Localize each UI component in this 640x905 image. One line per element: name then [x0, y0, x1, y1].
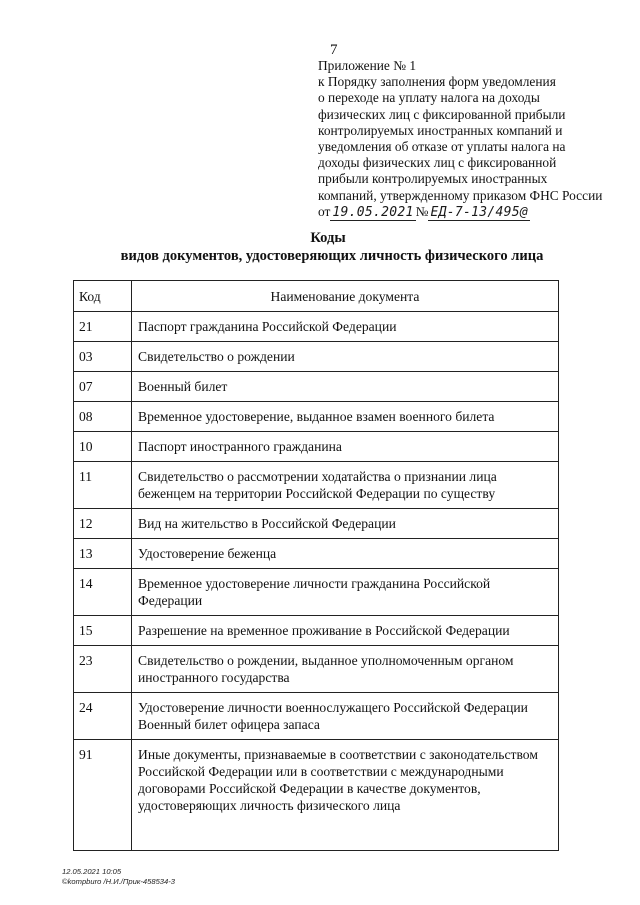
row-code: 21 [74, 312, 132, 342]
row-code: 11 [74, 462, 132, 509]
copyright-icon: © [62, 877, 68, 886]
handwritten-date: 19.05.2021 [332, 204, 414, 220]
print-footer [62, 867, 175, 887]
row-name: Вид на жительство в Российской Федерации [132, 509, 559, 539]
appendix-line: о переходе на уплату налога на доходы [318, 90, 540, 106]
from-label: от [318, 203, 331, 219]
row-name: Свидетельство о рождении, выданное уполномоченным органом иностранного государства [132, 646, 559, 693]
row-name: Военный билет [132, 372, 559, 402]
appendix-line: прибыли контролируемых иностранных [318, 171, 548, 187]
row-name: Временное удостоверение личности гражданина Российской Федерации [132, 569, 559, 616]
appendix-line: уведомления об отказе от уплаты налога на [318, 139, 566, 155]
table-row [74, 509, 559, 539]
table-row [74, 312, 559, 342]
row-code: 91 [74, 740, 132, 851]
print-timestamp: 12.05.2021 10:05 [62, 867, 122, 876]
table-row [74, 740, 559, 851]
table-row [74, 616, 559, 646]
appendix-line: физических лиц с фиксированной прибыли [318, 106, 566, 122]
appendix-line: к Порядку заполнения форм уведомления [318, 74, 556, 90]
row-code: 24 [74, 693, 132, 740]
table-row [74, 432, 559, 462]
table-row [74, 372, 559, 402]
row-name: Иные документы, признаваемые в соответствии с законодательством Российской Федерации или в соответствии с международными договорами Российской Федерации в качестве документов, удостоверяющих личность физического лица [132, 740, 559, 851]
appendix-line: компаний, утвержденному приказом ФНС России [318, 187, 603, 203]
appendix-line: контролируемых иностранных компаний и [318, 122, 563, 138]
table-row [74, 646, 559, 693]
table-row [74, 693, 559, 740]
table-row [74, 569, 559, 616]
row-name: Временное удостоверение, выданное взамен военного билета [132, 402, 559, 432]
table-row [74, 342, 559, 372]
table-row [74, 402, 559, 432]
table-header-row [74, 281, 559, 312]
row-code: 03 [74, 342, 132, 372]
row-name: Свидетельство о рассмотрении ходатайства о признании лица беженцем на территории Российской Федерации по существу [132, 462, 559, 509]
appendix-line: доходы физических лиц с фиксированной [318, 155, 557, 171]
row-name: Разрешение на временное проживание в Российской Федерации [132, 616, 559, 646]
row-code: 23 [74, 646, 132, 693]
order-reference [318, 204, 618, 221]
table-title: Коды [310, 230, 346, 246]
row-code: 07 [74, 372, 132, 402]
header-code: Код [74, 281, 132, 312]
row-name: Паспорт гражданина Российской Федерации [132, 312, 559, 342]
row-code: 13 [74, 539, 132, 569]
row-name: Паспорт иностранного гражданина [132, 432, 559, 462]
table-row [74, 539, 559, 569]
table-subtitle: видов документов, удостоверяющих личность физического лица [120, 248, 544, 264]
row-code: 08 [74, 402, 132, 432]
table-row [74, 462, 559, 509]
number-label: № [415, 203, 429, 219]
handwritten-order-number: ЕД-7-13/495@ [430, 204, 528, 220]
appendix-header [318, 58, 618, 221]
page-number: 7 [330, 42, 338, 58]
row-code: 12 [74, 509, 132, 539]
document-codes-table [73, 280, 559, 851]
appendix-line: Приложение № 1 [318, 58, 417, 73]
row-code: 10 [74, 432, 132, 462]
row-name: Свидетельство о рождении [132, 342, 559, 372]
print-stamp: kompburo /Н.И./Прик-458534-3 [67, 877, 175, 886]
row-name: Удостоверение беженца [132, 539, 559, 569]
row-name: Удостоверение личности военнослужащего Российской Федерации Военный билет офицера запаса [132, 693, 559, 740]
row-code: 15 [74, 616, 132, 646]
header-name: Наименование документа [132, 281, 559, 312]
row-code: 14 [74, 569, 132, 616]
